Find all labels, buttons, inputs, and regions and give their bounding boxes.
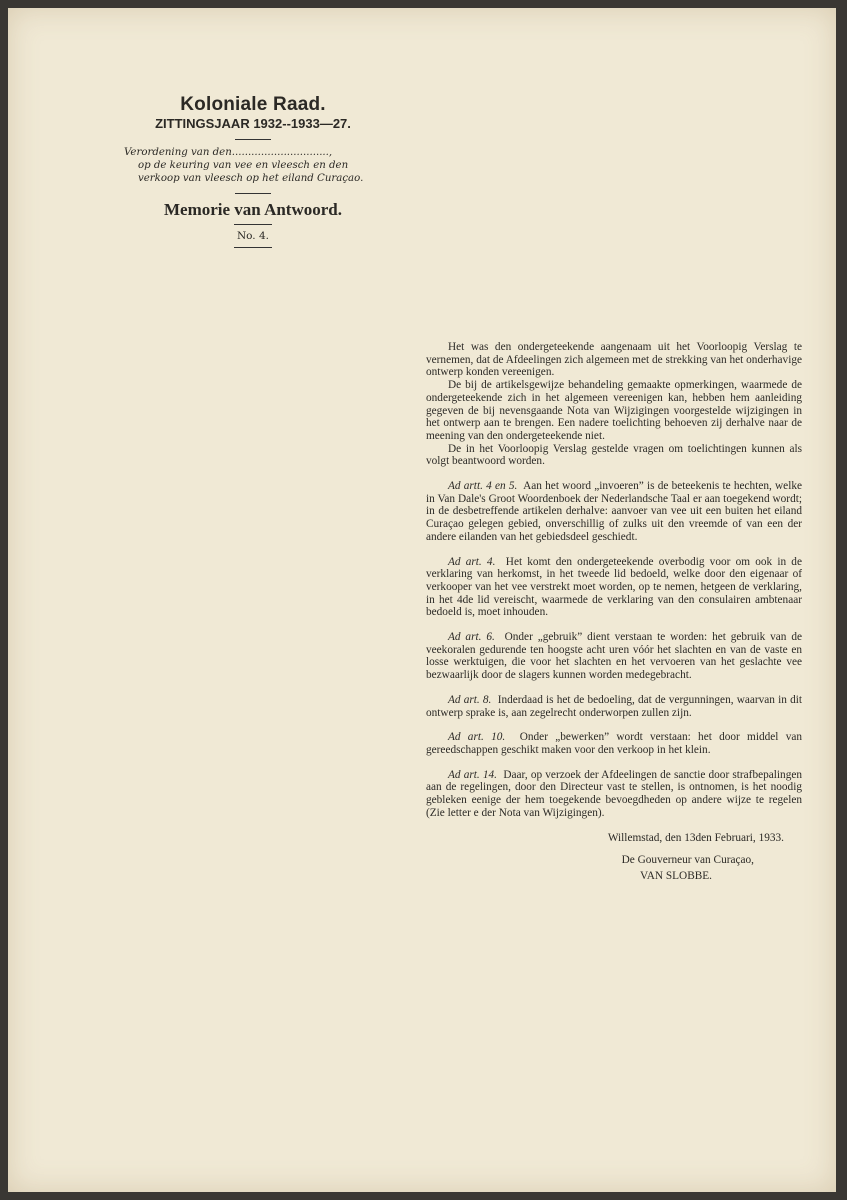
session-year: ZITTINGSJAAR 1932--1933—27. (155, 116, 351, 131)
article-label: Ad art. 6. (448, 631, 495, 644)
article-answer (426, 694, 802, 719)
intro-paragraph: De in het Voorloopig Verslag gestelde vragen om toelichtingen kunnen als volgt beantwoord worden. (426, 442, 802, 468)
divider (234, 224, 272, 225)
article-label: Ad art. 4. (448, 555, 496, 568)
signatory-office: De Gouverneur van Curaçao, (621, 854, 754, 867)
article-answer (426, 731, 802, 756)
article-text: Het komt den ondergeteekende overbodig voor om ook in de verklaring van herkomst, in het tweede lid bedoeld, welke door den eigenaar of verkooper van het vee verstrekt moet worden, op te nemen, hetgeen de verklaring, in het 4de lid vereischt, waarmede de verklaring van den consulairen ambtenaar bedoeld is, moet inhouden. (426, 555, 802, 619)
closing-block (426, 832, 802, 883)
article-label: Ad art. 14. (448, 768, 498, 781)
ordinance-subject (120, 146, 386, 185)
place-date: Willemstad, den 13den Februari, 1933. (607, 831, 784, 844)
article-text: Aan het woord „invoeren” is de beteekenis te hechten, welke in Van Dale's Groot Woordenboek der Nederlandsche Taal er aan toegekend wordt; in de desbetreffende artikelen derhalve: aanvoer van vee uit een buiten het eiland Curaçao gelegen gebied, onverschillig of zulks uit den vreemde of van een der andere eilanden van het gebiedsdeel geschiedt. (426, 480, 802, 543)
memo-body (426, 341, 802, 883)
document-type: Memorie van Antwoord. (163, 200, 342, 219)
subject-line: verkoop van vleesch op het eiland Curaçao. (138, 173, 364, 184)
article-answer (426, 556, 802, 620)
subject-line: Verordening van den.............................., (124, 147, 333, 158)
article-label: Ad art. 8. (448, 693, 492, 706)
intro-paragraph: Het was den ondergeteekende aangenaam uit het Voorloopig Verslag te vernemen, dat de Afdeelingen zich algemeen met de strekking van het onderhavige ontwerp konden vereenigen. (426, 341, 802, 379)
divider (234, 247, 272, 248)
signature-name: VAN SLOBBE. (640, 869, 712, 882)
subject-line: op de keuring van vee en vleesch en den (138, 160, 349, 171)
article-answer (426, 480, 802, 544)
article-text: Onder „bewerken” wordt verstaan: het door middel van gereedschappen geschikt maken voor den verkoop in het klein. (426, 731, 803, 756)
article-text: Daar, op verzoek der Afdeelingen de sanctie door strafbepalingen aan de regelingen, door den Directeur vast te stellen, is ontnomen, is het noodig gebleken eenige der hem toegekende bevoegdheden op andere wijze te regelen (Zie letter e der Nota van Wijzigingen). (426, 768, 803, 819)
article-answer (426, 631, 802, 682)
document-header (120, 94, 386, 248)
article-text: Inderdaad is het de bedoeling, dat de vergunningen, waarvan in dit ontwerp sprake is, aan zegelrecht onderworpen zullen zijn. (426, 693, 802, 719)
article-answer (426, 769, 802, 820)
article-label: Ad artt. 4 en 5. (448, 480, 518, 493)
divider (235, 139, 271, 140)
document-page (8, 8, 836, 1192)
article-text: Onder „gebruik” dient verstaan te worden: het gebruik van de veekoralen gedurende ten hoogste acht uren vóór het slachten en van de vaste en losse werktuigen, die voor het slachten en het vervoeren van het geslachte vee bezwaarlijk door de slagers kunnen worden medegebracht. (426, 631, 802, 682)
council-title: Koloniale Raad. (180, 94, 326, 115)
intro-paragraph: De bij de artikelsgewijze behandeling gemaakte opmerkingen, waarmede de ondergeteekende zich in het algemeen vereenigen kan, hebben hem aanleiding gegeven de bij nevensgaande Nota van Wijzigingen voorgestelde wijzigingen in het ontwerp aan te brengen. Een nadere toelichting behoeven zij derhalve naar de meening van den ondergeteekende niet. (426, 379, 802, 442)
article-label: Ad art. 10. (448, 731, 506, 744)
document-number: No. 4. (236, 230, 270, 242)
divider (235, 193, 271, 194)
